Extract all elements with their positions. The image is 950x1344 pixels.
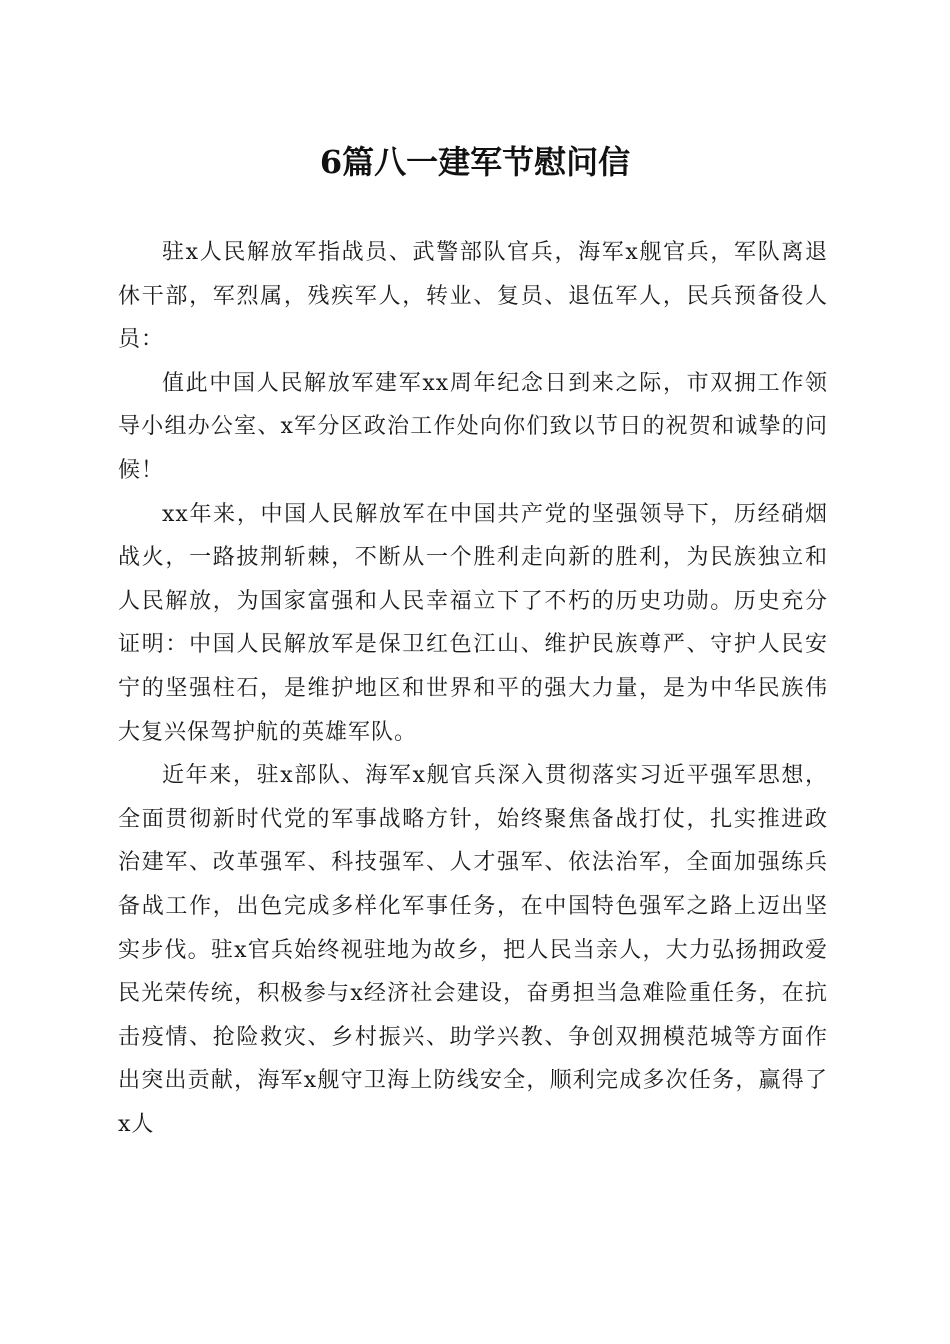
paragraph-greeting: 值此中国人民解放军建军xx周年纪念日到来之际，市双拥工作领导小组办公室、x军分区政治工作处向你们致以节日的祝贺和诚挚的问候！ [118,370,828,483]
paragraph-recent-years: 近年来，驻x部队、海军x舰官兵深入贯彻落实习近平强军思想，全面贯彻新时代党的军事战略方针，始终聚焦备战打仗，扎实推进政治建军、改革强军、科技强军、人才强军、依法治军，全面加强练兵备战工作，出色完成多样化军事任务，在中国特色强军之路上迈出坚实步伐。驻x官兵始终视驻地为故乡，把人民当亲人，大力弘扬拥政爱民光荣传统，积极参与x经济社会建设，奋勇担当急难险重任务，在抗击疫情、抢险救灾、乡村振兴、助学兴教、争创双拥模范城等方面作出突出贡献，海军x舰守卫海上防线安全，顺利完成多次任务，赢得了x人 [118,763,828,1137]
letter-body [118,231,828,1146]
paragraph-salutation: 驻x人民解放军指战员、武警部队官兵，海军x舰官兵，军队离退休干部，军烈属，残疾军人，转业、复员、退伍军人，民兵预备役人员： [118,240,828,353]
document-title: 6篇八一建军节慰问信 [319,143,631,181]
paragraph-history: xx年来，中国人民解放军在中国共产党的坚强领导下，历经硝烟战火，一路披荆斩棘，不断从一个胜利走向新的胜利，为民族独立和人民解放，为国家富强和人民幸福立下了不朽的历史功勋。历史充分证明：中国人民解放军是保卫红色江山、维护民族尊严、守护人民安宁的坚强柱石，是维护地区和世界和平的强大力量，是为中华民族伟大复兴保驾护航的英雄军队。 [118,501,828,745]
